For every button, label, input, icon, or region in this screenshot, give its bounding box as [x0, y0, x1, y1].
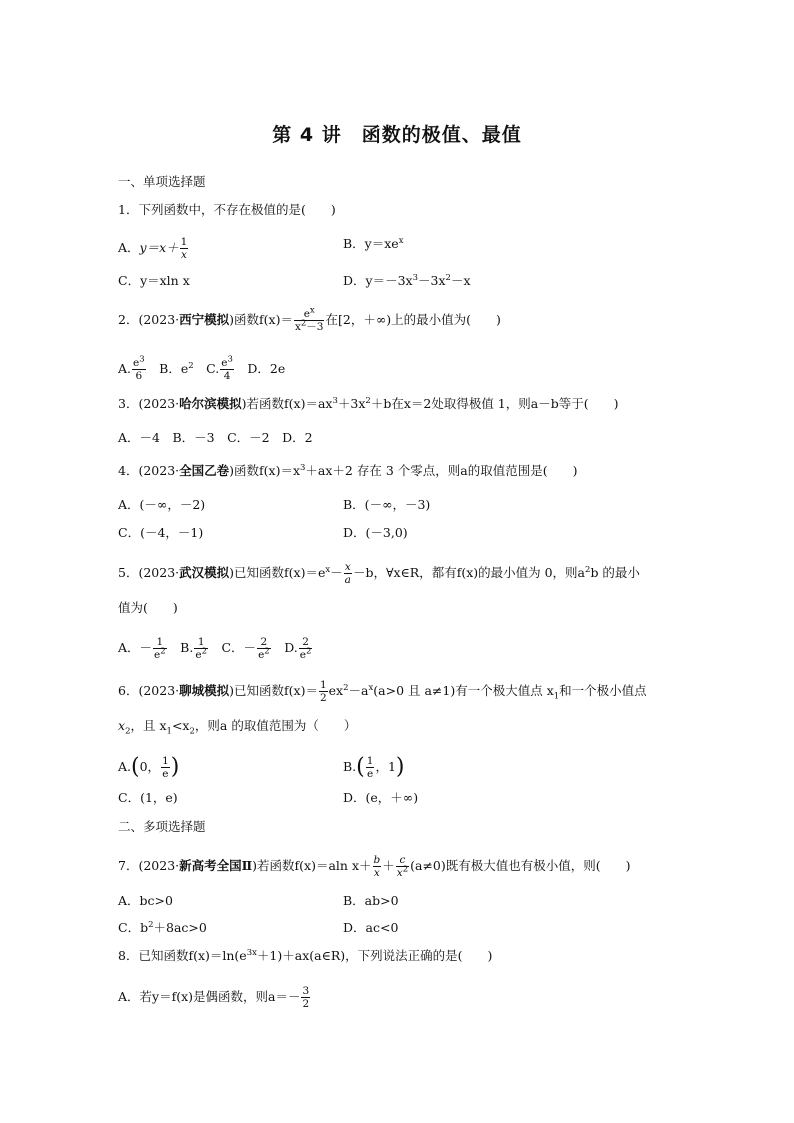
- question-5-stem: 5．(2023·武汉模拟)已知函数$f(x)=e^x-$ $\frac{x}{a}$ －b，∀x∈R，都有f(x)的最小值为 0，则$a^2b$ 的最小: [118, 561, 640, 586]
- fraction: $\frac{1}{e^2}$: [154, 636, 166, 661]
- q4-option-b: B．(－∞，－3): [343, 497, 431, 512]
- fraction: $\frac{x}{a}$: [344, 561, 351, 586]
- fraction: $\frac{1}{e}$: [162, 755, 169, 780]
- q7-option-a: A．bc>0: [118, 893, 173, 908]
- q4-option-d: D．(－3,0): [343, 525, 408, 540]
- section-multiple-choice: 二、多项选择题: [118, 819, 206, 834]
- q7-option-b: B．ab>0: [343, 893, 399, 908]
- question-6-stem-cont: $x_2$，且 $x_1<x_2$，则a 的取值范围为（ ）: [118, 718, 357, 737]
- q2-options: A. $\frac{e^3}{6}$ B．$e^2$ C. $\frac{e^3}{4}$ D．2e: [118, 354, 286, 382]
- fraction: $\frac{e^x}{x^2-3}$: [294, 305, 324, 333]
- fraction: $\frac{3}{2}$: [302, 985, 310, 1010]
- q6-option-a: A.(0， $\frac{1}{e}$ ): [118, 754, 180, 780]
- fraction: $\frac{c}{x^2}$: [396, 854, 409, 879]
- q4-option-c: C．(－4，－1): [118, 525, 204, 540]
- q1-option-a: A．y＝x＋ $\frac{1}{x}$: [118, 236, 188, 261]
- q1-option-b: B．$y=xe^x$: [343, 235, 404, 251]
- q1-option-d: D．$y=-3x^3-3x^2-x$: [343, 272, 471, 288]
- fraction: $\frac{1}{e}$: [366, 755, 374, 780]
- fraction: $\frac{1}{e^2}$: [195, 636, 207, 661]
- q6-option-d: D．(e，＋∞): [343, 790, 419, 805]
- q7-option-d: D．ac<0: [343, 920, 399, 935]
- fraction: $\frac{1}{x}$: [180, 236, 188, 261]
- fraction: $\frac{2}{e^2}$: [258, 636, 270, 661]
- question-3-stem: 3．(2023·哈尔滨模拟)若函数$f(x)=ax^3+3x^2+b$在x＝2处取得极值 1，则a－b等于( ): [118, 395, 619, 411]
- q7-option-c: C．$b^2+8ac>0$: [118, 919, 207, 935]
- page-title: 第 4 讲 函数的极值、最值: [272, 124, 522, 146]
- question-4-stem: 4．(2023·全国乙卷)函数$f(x)=x^3+ax+2$ 存在 3 个零点，则a的取值范围是( ): [118, 462, 578, 478]
- fraction: $\frac{2}{e^2}$: [299, 636, 312, 661]
- q4-option-a: A．(－∞，－2): [118, 497, 206, 512]
- q1-option-c: C．y＝xln x: [118, 273, 190, 288]
- question-2-stem: 2．(2023·西宁模拟)函数f(x)＝ $\frac{e^x}{x^2-3}$ 在[2，＋∞)上的最小值为( ): [118, 305, 501, 333]
- q5-options: A．－ $\frac{1}{e^2}$ B. $\frac{1}{e^2}$ C．－ $\frac{2}{e^2}$ D. $\frac{2}{e^2}$: [118, 636, 312, 661]
- fraction: $\frac{e^3}{4}$: [221, 354, 233, 382]
- q3-options: A．－4 B．－3 C．－2 D．2: [118, 430, 313, 445]
- q6-option-b: B.( $\frac{1}{e}$ ，1): [343, 754, 405, 780]
- question-5-stem-cont: 值为( ): [118, 600, 178, 615]
- fraction: $\frac{1}{2}$: [319, 679, 327, 704]
- question-6-stem: 6．(2023·聊城模拟)已知函数f(x)＝ $\frac{1}{2}$ $ex^2-a^x(a>0$ 且 a≠1)有一个极大值点 $x_1$和一个极小值点: [118, 679, 647, 704]
- question-8-stem: 8．已知函数$f(x)=\ln(e^{3x}+1)+ax(a\in R)$，下列说法正确的是( ): [118, 947, 493, 963]
- q8-option-a: A．若y＝f(x)是偶函数，则a＝－ $\frac{3}{2}$: [118, 985, 310, 1010]
- section-single-choice: 一、单项选择题: [118, 174, 206, 189]
- fraction: $\frac{b}{x}$: [373, 854, 381, 879]
- fraction: $\frac{e^3}{6}$: [133, 354, 145, 382]
- question-7-stem: 7．(2023·新高考全国Ⅱ)若函数f(x)＝aln x＋ $\frac{b}{x}$ ＋ $\frac{c}{x^2}$ (a≠0)既有极大值也有极小值，则( ): [118, 854, 631, 879]
- question-1-stem: 1．下列函数中，不存在极值的是( ): [118, 202, 336, 217]
- q6-option-c: C．(1，e): [118, 790, 178, 805]
